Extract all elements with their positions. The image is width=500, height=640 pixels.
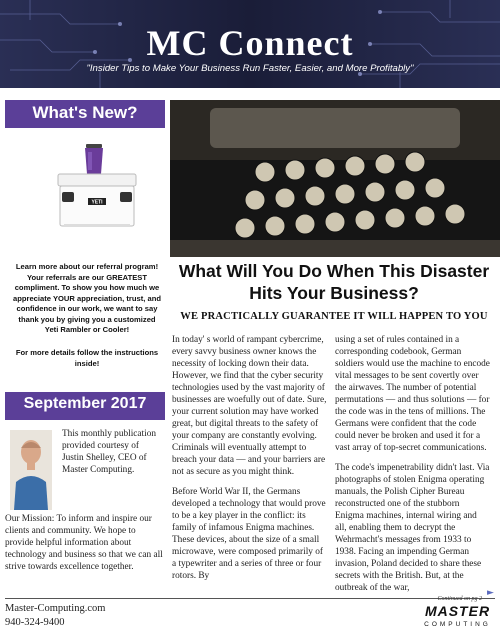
paragraph: In today' s world of rampant cybercrime, every savvy business owner knows the necessity of locking down their data. However, we find that the cyber security technologies used by the vast majority of businesses are woefully out of date. Sure, your current solution may have worked great, but digital threats to the safety of your company are constantly evolving. Criminals will eventually attempt to breach your data — and your barriers are not as secure as you might think. bbox=[172, 335, 327, 477]
issue-date: September 2017 bbox=[23, 395, 147, 412]
enigma-machine-photo bbox=[170, 100, 500, 257]
master-computing-logo-sub: COMPUTING bbox=[424, 621, 491, 628]
article-subheadline: WE PRACTICALLY GUARANTEE IT WILL HAPPEN TO YOU bbox=[180, 311, 488, 322]
details-text: For more details follow the instructions inside! bbox=[15, 348, 159, 368]
paragraph: Before World War II, the Germans developed a technology that would prove to be a key player in the conflict: its family of infamous Enigma machines. These devices, about the size of a small microwave, were composed primarily of a typewriter and a series of three or four rotors. By bbox=[172, 487, 326, 581]
article-column-1 bbox=[172, 334, 327, 590]
article-headline bbox=[168, 260, 500, 304]
courtesy-note: This monthly publication provided courtesy of Justin Shelley, CEO of Master Computing. bbox=[62, 429, 156, 475]
yeti-cooler-image bbox=[52, 140, 142, 232]
master-computing-logo: MASTER bbox=[424, 603, 491, 619]
newsletter-title: MC Connect bbox=[146, 23, 354, 63]
yeti-logo: YETI bbox=[91, 199, 103, 206]
whats-new-heading: What's New? bbox=[32, 103, 138, 122]
article-column-2 bbox=[335, 334, 490, 602]
next-page-arrow-icon[interactable]: ► bbox=[487, 588, 494, 598]
footer-phone: 940-324-9400 bbox=[5, 617, 65, 628]
paragraph: using a set of rules contained in a corresponding codebook, German soldiers would use the machine to encode vital messages to be sent covertly over the airwaves. The number of potential permutations — and thus solutions — for the code was in the tens of millions. The Germans were confident that the code could never be broken and used it for a vast array of top-secret communications. bbox=[335, 335, 490, 453]
footer-website: Master-Computing.com bbox=[5, 603, 106, 614]
mission-statement: Our Mission: To inform and inspire our clients and community. We hope to provide helpful information about technology and business so that we can all strive towards excellence together. bbox=[5, 514, 163, 572]
continued-note: Continued on pg 2 bbox=[437, 596, 482, 602]
newsletter-tagline: "Insider Tips to Make Your Business Run Faster, Easier, and More Profitably" bbox=[86, 63, 414, 74]
ceo-photo bbox=[10, 430, 52, 510]
headline-line-2: Hits Your Business? bbox=[249, 283, 419, 303]
headline-line-1: What Will You Do When This Disaster bbox=[178, 261, 490, 281]
paragraph: The code's impenetrability didn't last. Via photographs of stolen Enigma operating manuals, the Polish Cipher Bureau reconstructed one of the stubborn Enigma machines, internal wiring and all, enabling them to decrypt the Wehrmacht's messages from 1933 to 1938. Facing an impending German invasion, Poland decided to share these secrets with the British. But, at the outbreak of the war, bbox=[335, 463, 490, 593]
referral-program-text: Learn more about our referral program! Your referrals are our GREATEST compliment. To show you how much we appreciate YOUR appreciation, trust, and confidence in our work, we want to say thank you by giving you a customized Yeti Rambler or Cooler! bbox=[13, 262, 161, 334]
